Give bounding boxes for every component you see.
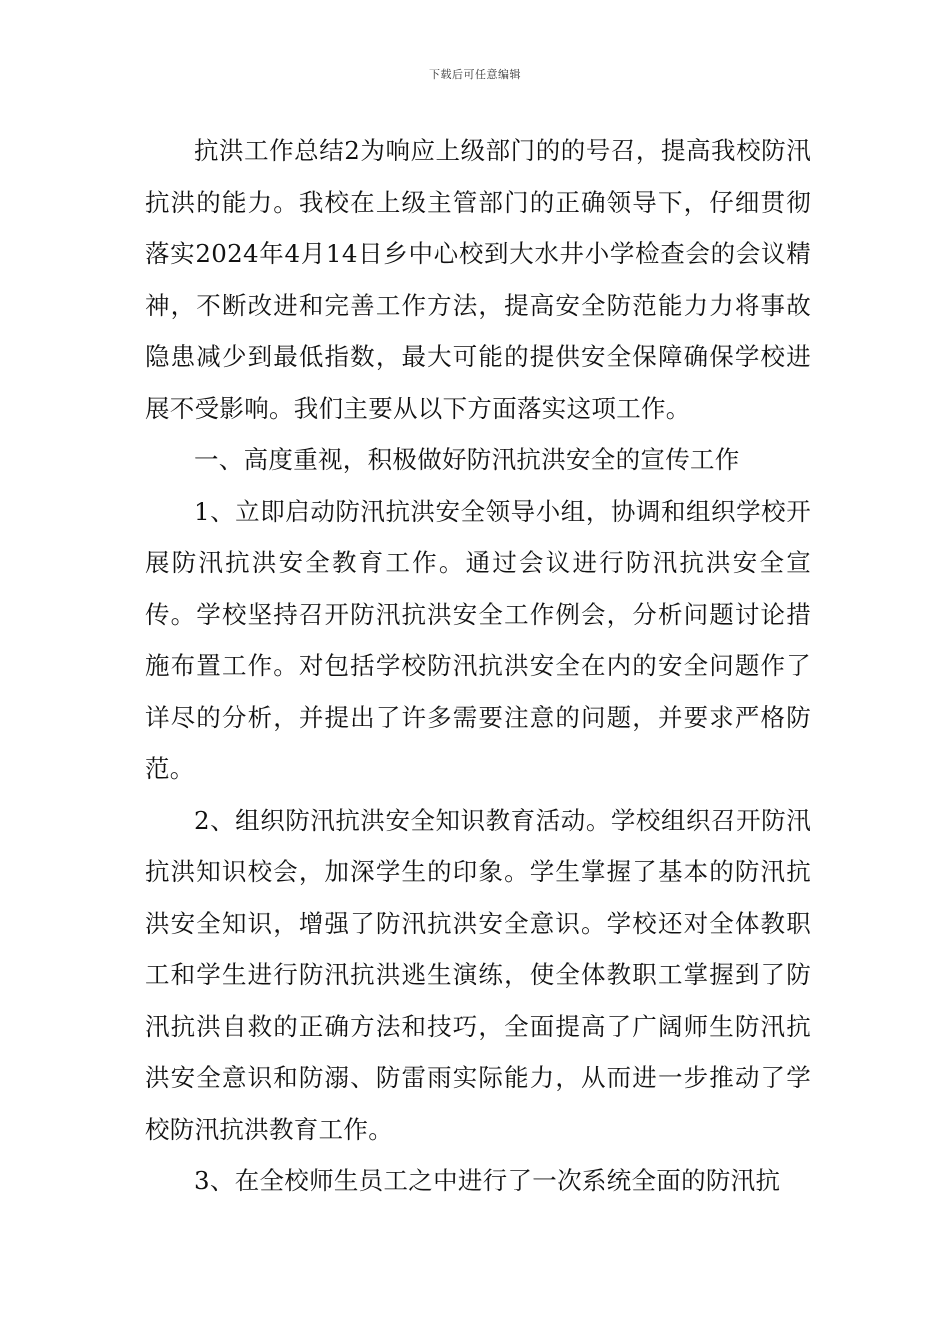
paragraph-item-2: 2、组织防汛抗洪安全知识教育活动。学校组织召开防汛抗洪知识校会，加深学生的印象。学生掌握了基本的防汛抗洪安全知识，增强了防汛抗洪安全意识。学校还对全体教职工和学生进行防汛抗洪逃生演练，使全体教职工掌握到了防汛抗洪自救的正确方法和技巧，全面提高了广阔师生防汛抗洪安全意识和防溺、防雷雨实际能力，从而进一步推动了学校防汛抗洪教育工作。 [145,805,811,1144]
header-note: 下载后可任意编辑 [429,68,521,81]
document-body [145,125,811,1207]
section-heading-1: 一、高度重视，积极做好防汛抗洪安全的宣传工作 [194,445,740,474]
paragraph-item-1: 1、立即启动防汛抗洪安全领导小组，协调和组织学校开展防汛抗洪安全教育工作。通过会议进行防汛抗洪安全宣传。学校坚持召开防汛抗洪安全工作例会，分析问题讨论措施布置工作。对包括学校防汛抗洪安全在内的安全问题作了详尽的分析，并提出了许多需要注意的问题，并要求严格防范。 [145,496,811,783]
paragraph-intro: 抗洪工作总结2为响应上级部门的的号召，提高我校防汛抗洪的能力。我校在上级主管部门的正确领导下，仔细贯彻落实2024年4月14日乡中心校到大水井小学检查会的会议精神，不断改进和完善工作方法，提高安全防范能力力将事故隐患减少到最低指数，最大可能的提供安全保障确保学校进展不受影响。我们主要从以下方面落实这项工作。 [145,136,811,423]
paragraph-item-3: 3、在全校师生员工之中进行了一次系统全面的防汛抗 [194,1166,781,1195]
